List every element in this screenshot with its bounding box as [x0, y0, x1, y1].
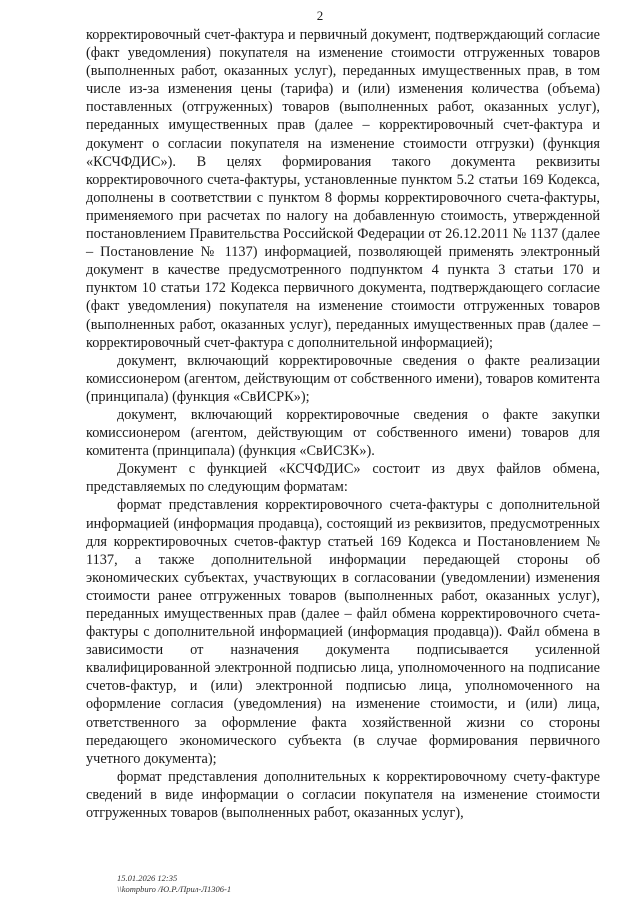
- paragraph-3: документ, включающий корректировочные сведения о факте закупки комиссионером (агентом, действующим от собственного имени) товаров для комитента (принципала) (функция «СвИСЗК»).: [86, 406, 600, 460]
- paragraph-2: документ, включающий корректировочные сведения о факте реализации комиссионером (агентом, действующим от собственного имени), товаров комитента (принципала) (функция «СвИСРК»);: [86, 352, 600, 405]
- document-body: [86, 26, 600, 822]
- footer-timestamp: 15.01.2026 12:35: [117, 873, 178, 883]
- page-number: 2: [316, 8, 324, 23]
- footer-file-path: \\kompburo /Ю.Р./Прил-Л1306-1: [117, 884, 232, 894]
- paragraph-5: формат представления корректировочного счета-фактуры с дополнительной информацией (информация продавца), состоящий из реквизитов, предусмотренных для корректировочных счетов-фактур статьей 169 Кодекса и Постановлением № 1137, а также дополнительной информации передающей стороны об экономических субъектах, участвующих в согласовании (уведомлении) изменения стоимости ранее отгруженных товаров (выполненных работ, оказанных услуг), переданных имущественных прав (далее – файл обмена корректировочного счета-фактуры с дополнительной информацией (информация продавца)). Файл обмена в зависимости от назначения документа подписывается усиленной квалифицированной электронной подписью лица, уполномоченного на подписание счетов-фактур, и (или) электронной подписью лица, уполномоченного на оформление согласия (уведомления) на изменение стоимости, и (или) лица, ответственного за оформление факта хозяйственной жизни со стороны передающего экономического субъекта (в случае формирования первичного учетного документа);: [86, 497, 600, 767]
- paragraph-1: корректировочный счет-фактура и первичный документ, подтверждающий согласие (факт уведомления) покупателя на изменение стоимости отгруженных товаров (выполненных работ, оказанных услуг), переданных имущественных прав, в том числе из-за изменения цены (тарифа) и (или) изменения количества (объема) поставленных (отгруженных) товаров (выполненных работ, оказанных услуг), переданных имущественных прав (далее – корректировочный счет-фактура и документ о согласии покупателя на изменение стоимости отгрузки) (функция «КСЧФДИС»). В целях формирования такого документа реквизиты корректировочного счета-фактуры, установленные пунктом 5.2 статьи 169 Кодекса, дополнены в соответствии с пунктом 8 формы корректировочного счета-фактуры, применяемого при расчетах по налогу на добавленную стоимость, утвержденной постановлением Правительства Российской Федерации от 26.12.2011 № 1137 (далее – Постановление № 1137) информацией, позволяющей применять электронный документ в качестве предусмотренного подпунктом 4 пункта 3 статьи 170 и пунктом 10 статьи 172 Кодекса первичного документа, подтверждающего согласие (факт уведомления) покупателя на изменение стоимости отгруженных товаров (выполненных работ, оказанных услуг), переданных имущественных прав (далее – корректировочный счет-фактура с дополнительной информацией);: [86, 27, 600, 351]
- paragraph-6: формат представления дополнительных к корректировочному счету-фактуре сведений в виде информации о согласии покупателя на изменение стоимости отгруженных товаров (выполненных работ, оказанных услуг),: [86, 768, 600, 822]
- document-footer: [117, 873, 231, 895]
- paragraph-4: Документ с функцией «КСЧФДИС» состоит из двух файлов обмена, представляемых по следующим форматам:: [86, 461, 600, 496]
